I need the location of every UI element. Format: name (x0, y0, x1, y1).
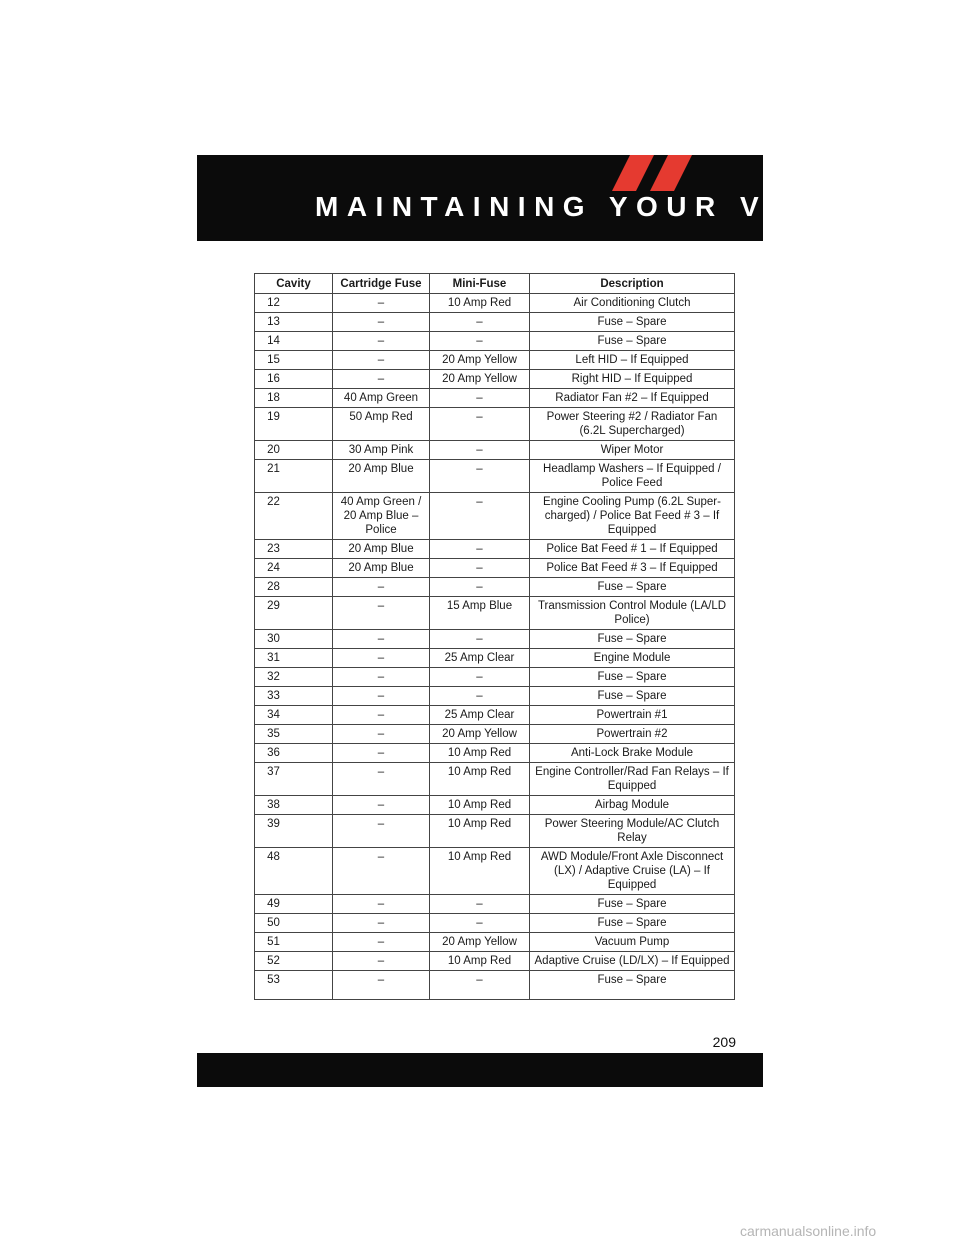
cell-cartridge-fuse: 20 Amp Blue (333, 559, 430, 578)
watermark-text: carmanualsonline.info (740, 1223, 877, 1239)
table-row (255, 408, 735, 441)
cell-mini-fuse: – (430, 895, 530, 914)
cell-cartridge-fuse: 20 Amp Blue (333, 460, 430, 493)
cell-description: Headlamp Washers – If Equipped / Police Feed (530, 460, 735, 493)
cell-cavity: 36 (255, 744, 333, 763)
cell-cavity: 30 (255, 630, 333, 649)
table-row (255, 725, 735, 744)
cell-mini-fuse: – (430, 493, 530, 540)
cell-description: Fuse – Spare (530, 332, 735, 351)
cell-cartridge-fuse: 40 Amp Green / 20 Amp Blue – Police (333, 493, 430, 540)
cell-mini-fuse: – (430, 559, 530, 578)
cell-description: Powertrain #2 (530, 725, 735, 744)
table-row (255, 370, 735, 389)
cell-mini-fuse: – (430, 389, 530, 408)
cell-mini-fuse: – (430, 408, 530, 441)
cell-mini-fuse: – (430, 441, 530, 460)
cell-description: Powertrain #1 (530, 706, 735, 725)
table-row (255, 460, 735, 493)
cell-cavity: 48 (255, 848, 333, 895)
column-header-cartridge-fuse: Cartridge Fuse (333, 274, 430, 294)
cell-cavity: 39 (255, 815, 333, 848)
cell-mini-fuse: – (430, 914, 530, 933)
cell-cavity: 24 (255, 559, 333, 578)
table-row (255, 706, 735, 725)
cell-mini-fuse: 20 Amp Yellow (430, 725, 530, 744)
cell-mini-fuse: – (430, 460, 530, 493)
cell-description: Fuse – Spare (530, 895, 735, 914)
red-stripe-1 (612, 155, 654, 191)
table-row (255, 895, 735, 914)
cell-cartridge-fuse: 50 Amp Red (333, 408, 430, 441)
cell-cavity: 33 (255, 687, 333, 706)
cell-description: Engine Cooling Pump (6.2L Super-charged) / Police Bat Feed # 3 – If Equipped (530, 493, 735, 540)
cell-cartridge-fuse: – (333, 933, 430, 952)
cell-description: Power Steering #2 / Radiator Fan (6.2L Supercharged) (530, 408, 735, 441)
cell-mini-fuse: 10 Amp Red (430, 796, 530, 815)
cell-mini-fuse: 10 Amp Red (430, 815, 530, 848)
cell-mini-fuse: – (430, 687, 530, 706)
cell-mini-fuse: – (430, 313, 530, 332)
cell-cartridge-fuse: – (333, 796, 430, 815)
red-stripes-logo (612, 155, 707, 191)
cell-cartridge-fuse: – (333, 971, 430, 1000)
cell-cavity: 15 (255, 351, 333, 370)
cell-mini-fuse: 10 Amp Red (430, 763, 530, 796)
cell-description: Fuse – Spare (530, 668, 735, 687)
cell-cavity: 31 (255, 649, 333, 668)
cell-cavity: 22 (255, 493, 333, 540)
table-row (255, 332, 735, 351)
cell-cavity: 51 (255, 933, 333, 952)
table-row (255, 441, 735, 460)
table-row (255, 559, 735, 578)
table-row (255, 914, 735, 933)
cell-mini-fuse: – (430, 540, 530, 559)
cell-description: Air Conditioning Clutch (530, 294, 735, 313)
cell-cartridge-fuse: – (333, 313, 430, 332)
table-row (255, 848, 735, 895)
table-row (255, 744, 735, 763)
cell-description: Transmission Control Module (LA/LD Police) (530, 597, 735, 630)
table-row (255, 796, 735, 815)
cell-mini-fuse: – (430, 668, 530, 687)
cell-mini-fuse: 15 Amp Blue (430, 597, 530, 630)
table-row (255, 668, 735, 687)
cell-cartridge-fuse: – (333, 914, 430, 933)
column-header-cavity: Cavity (255, 274, 333, 294)
table-row (255, 351, 735, 370)
cell-mini-fuse: – (430, 971, 530, 1000)
table-row (255, 763, 735, 796)
table-row (255, 389, 735, 408)
cell-description: Adaptive Cruise (LD/LX) – If Equipped (530, 952, 735, 971)
cell-description: Fuse – Spare (530, 313, 735, 332)
cell-description: Right HID – If Equipped (530, 370, 735, 389)
cell-cartridge-fuse: – (333, 952, 430, 971)
red-stripe-2 (650, 155, 692, 191)
column-header-description: Description (530, 274, 735, 294)
cell-description: AWD Module/Front Axle Disconnect (LX) / Adaptive Cruise (LA) – If Equipped (530, 848, 735, 895)
cell-cavity: 23 (255, 540, 333, 559)
cell-description: Radiator Fan #2 – If Equipped (530, 389, 735, 408)
column-header-mini-fuse: Mini-Fuse (430, 274, 530, 294)
cell-cavity: 49 (255, 895, 333, 914)
table-row (255, 294, 735, 313)
fuse-table-body (255, 294, 735, 1000)
cell-cavity: 34 (255, 706, 333, 725)
cell-cavity: 21 (255, 460, 333, 493)
cell-cartridge-fuse: – (333, 597, 430, 630)
cell-mini-fuse: – (430, 578, 530, 597)
cell-mini-fuse: – (430, 630, 530, 649)
cell-mini-fuse: 20 Amp Yellow (430, 370, 530, 389)
cell-description: Fuse – Spare (530, 630, 735, 649)
cell-cartridge-fuse: 40 Amp Green (333, 389, 430, 408)
cell-cartridge-fuse: – (333, 294, 430, 313)
cell-cavity: 35 (255, 725, 333, 744)
table-row (255, 313, 735, 332)
table-row (255, 687, 735, 706)
table-row (255, 578, 735, 597)
cell-cartridge-fuse: 20 Amp Blue (333, 540, 430, 559)
cell-cavity: 37 (255, 763, 333, 796)
cell-cartridge-fuse: – (333, 649, 430, 668)
cell-description: Police Bat Feed # 3 – If Equipped (530, 559, 735, 578)
cell-mini-fuse: 10 Amp Red (430, 744, 530, 763)
cell-cartridge-fuse: – (333, 763, 430, 796)
cell-cartridge-fuse: – (333, 351, 430, 370)
cell-cavity: 28 (255, 578, 333, 597)
cell-mini-fuse: 20 Amp Yellow (430, 933, 530, 952)
cell-description: Fuse – Spare (530, 578, 735, 597)
cell-description: Wiper Motor (530, 441, 735, 460)
cell-cartridge-fuse: – (333, 578, 430, 597)
table-row (255, 493, 735, 540)
cell-description: Engine Module (530, 649, 735, 668)
cell-cartridge-fuse: – (333, 725, 430, 744)
cell-description: Fuse – Spare (530, 914, 735, 933)
cell-cartridge-fuse: – (333, 895, 430, 914)
table-row (255, 952, 735, 971)
cell-cartridge-fuse: – (333, 668, 430, 687)
cell-mini-fuse: 25 Amp Clear (430, 706, 530, 725)
cell-mini-fuse: 10 Amp Red (430, 848, 530, 895)
table-row (255, 649, 735, 668)
cell-description: Left HID – If Equipped (530, 351, 735, 370)
cell-mini-fuse: 25 Amp Clear (430, 649, 530, 668)
cell-cartridge-fuse: – (333, 630, 430, 649)
cell-mini-fuse: 10 Amp Red (430, 952, 530, 971)
table-row (255, 540, 735, 559)
cell-cavity: 19 (255, 408, 333, 441)
cell-description: Anti-Lock Brake Module (530, 744, 735, 763)
cell-cartridge-fuse: – (333, 744, 430, 763)
cell-cartridge-fuse: – (333, 706, 430, 725)
fuse-table-header-row (255, 274, 735, 294)
cell-cavity: 32 (255, 668, 333, 687)
cell-description: Fuse – Spare (530, 971, 735, 1000)
fuse-table (254, 273, 735, 1000)
cell-cartridge-fuse: 30 Amp Pink (333, 441, 430, 460)
cell-cavity: 52 (255, 952, 333, 971)
footer-bar (197, 1053, 763, 1087)
table-row (255, 597, 735, 630)
cell-mini-fuse: – (430, 332, 530, 351)
cell-cartridge-fuse: – (333, 370, 430, 389)
cell-cavity: 20 (255, 441, 333, 460)
cell-cavity: 12 (255, 294, 333, 313)
cell-description: Airbag Module (530, 796, 735, 815)
cell-description: Vacuum Pump (530, 933, 735, 952)
cell-cavity: 16 (255, 370, 333, 389)
cell-cavity: 14 (255, 332, 333, 351)
cell-cavity: 38 (255, 796, 333, 815)
cell-mini-fuse: 20 Amp Yellow (430, 351, 530, 370)
cell-cartridge-fuse: – (333, 848, 430, 895)
cell-cartridge-fuse: – (333, 332, 430, 351)
table-row (255, 971, 735, 1000)
page-number: 209 (712, 1034, 736, 1050)
cell-cavity: 29 (255, 597, 333, 630)
table-row (255, 815, 735, 848)
cell-description: Fuse – Spare (530, 687, 735, 706)
cell-cavity: 18 (255, 389, 333, 408)
cell-description: Engine Controller/Rad Fan Relays – If Equipped (530, 763, 735, 796)
cell-cavity: 53 (255, 971, 333, 1000)
cell-cartridge-fuse: – (333, 687, 430, 706)
cell-mini-fuse: 10 Amp Red (430, 294, 530, 313)
cell-cavity: 50 (255, 914, 333, 933)
table-row (255, 630, 735, 649)
cell-cartridge-fuse: – (333, 815, 430, 848)
table-row (255, 933, 735, 952)
cell-description: Power Steering Module/AC Clutch Relay (530, 815, 735, 848)
cell-cavity: 13 (255, 313, 333, 332)
section-title: MAINTAINING YOUR VEHICLE (315, 191, 921, 222)
cell-description: Police Bat Feed # 1 – If Equipped (530, 540, 735, 559)
